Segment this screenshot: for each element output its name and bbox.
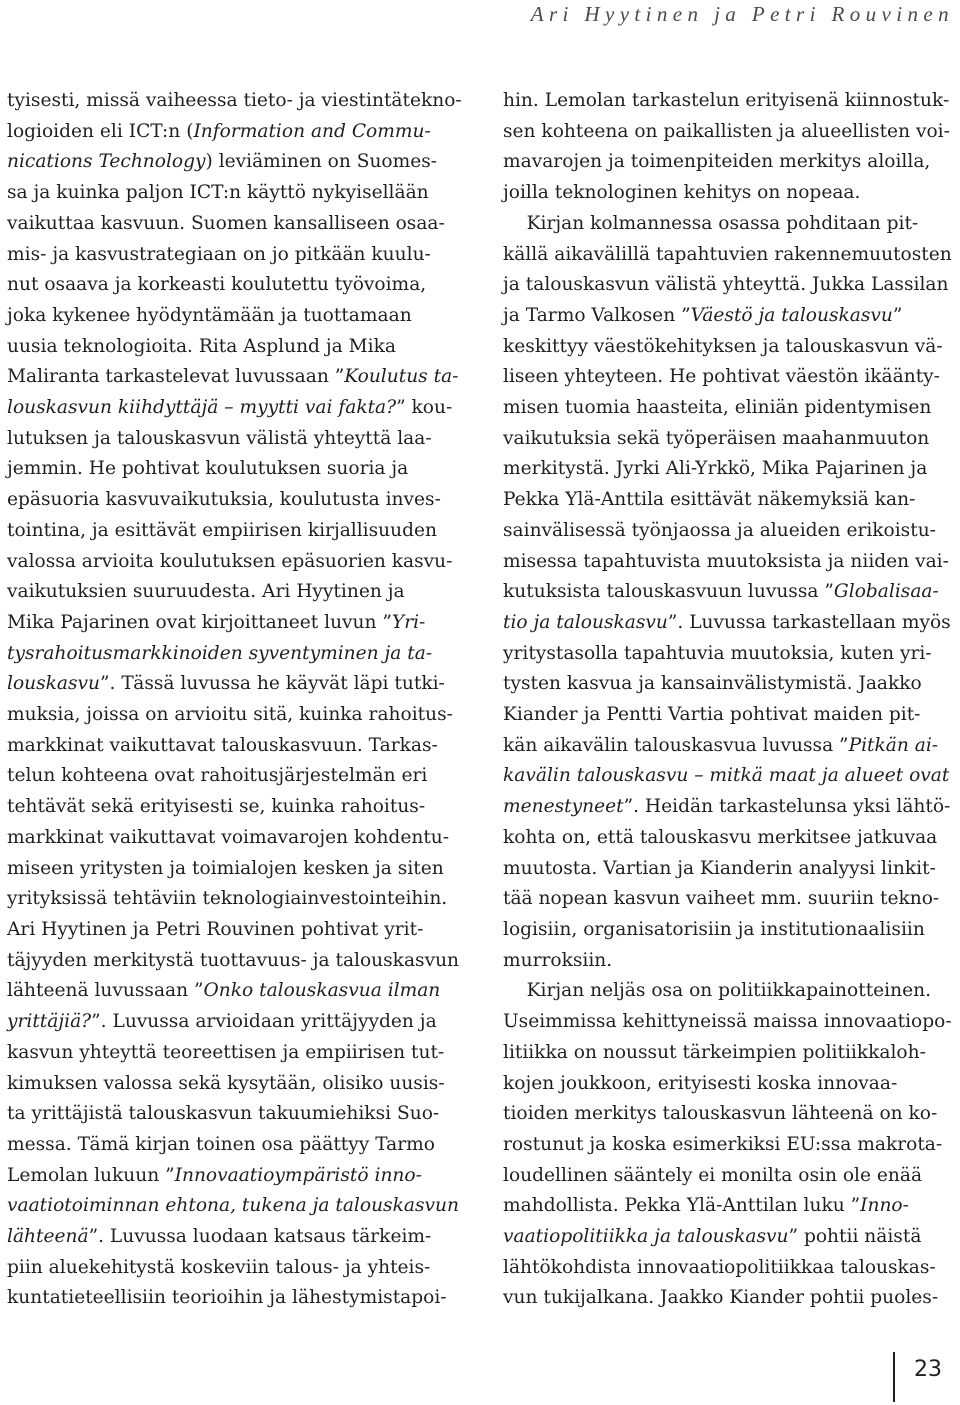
text-italic: Pitkän ai- xyxy=(848,734,939,756)
text-line: sa ja kuinka paljon ICT:n käyttö nykyisellään xyxy=(7,182,429,204)
text-line: Kirjan neljäs osa on politiikkapainotteinen. xyxy=(503,980,931,1002)
text-line: ”. Luvussa luodaan katsaus tärkeim- xyxy=(88,1226,432,1248)
text-line: misen tuomia haasteita, eliniän pidentymisen xyxy=(503,397,932,419)
body-column-left xyxy=(7,86,462,1314)
text-line: tehtävät sekä erityisesti se, kuinka rahoitus- xyxy=(7,796,426,818)
text-line: joka kykenee hyödyntämään ja tuottamaan xyxy=(7,304,412,326)
text-line: messa. Tämä kirjan toinen osa päättyy Tarmo xyxy=(7,1133,435,1155)
text-line: kän aikavälin talouskasvua luvussa ” xyxy=(503,734,849,756)
text-line: ” kou- xyxy=(396,397,453,419)
text-line: Mika Pajarinen ovat kirjoittaneet luvun ” xyxy=(7,611,392,633)
text-line: mahdollista. Pekka Ylä-Anttilan luku ” xyxy=(503,1195,861,1217)
text-italic: Onko talouskasvua ilman xyxy=(203,980,441,1002)
text-line: ” pohtii näistä xyxy=(788,1226,922,1248)
text-line: vaikutuksien suuruudesta. Ari Hyytinen ja xyxy=(7,581,405,603)
text-line: tioiden merkitys talouskasvun lähteenä on ko- xyxy=(503,1103,938,1125)
text-line: täjyyden merkitystä tuottavuus- ja talouskasvun xyxy=(7,949,460,971)
text-line: keskittyy väestökehityksen ja talouskasvun vä- xyxy=(503,335,943,357)
text-italic: Yri- xyxy=(391,611,426,633)
text-line: tointina, ja esittävät empiirisen kirjallisuuden xyxy=(7,519,438,541)
text-line: lähtökohdista innovaatiopolitiikkaa talouskas- xyxy=(503,1256,936,1278)
text-italic: yrittäjiä? xyxy=(7,1011,92,1033)
running-header-authors: Ari Hyytinen ja Petri Rouvinen xyxy=(530,2,954,26)
text-line: jemmin. He pohtivat koulutuksen suoria ja xyxy=(7,458,409,480)
text-italic: lähteenä xyxy=(7,1226,89,1248)
text-line: vaikutuksia sekä työperäisen maahanmuuton xyxy=(503,427,930,449)
text-line: Kirjan kolmannessa osassa pohditaan pit- xyxy=(503,212,919,234)
text-line: ta yrittäjistä talouskasvun takuumiehiksi Suo- xyxy=(7,1103,440,1125)
text-line: hin. Lemolan tarkastelun erityisenä kiinnostuk- xyxy=(503,90,950,111)
text-line: ”. Luvussa arvioidaan yrittäjyyden ja xyxy=(91,1011,437,1033)
text-line: logioiden eli ICT:n ( xyxy=(7,120,194,142)
text-line: kasvun yhteyttä teoreettisen ja empiirisen tut- xyxy=(7,1041,445,1063)
page-number: 23 xyxy=(914,1357,942,1382)
text-italic: Globalisaa- xyxy=(833,581,939,603)
text-line: rostunut ja koska esimerkiksi EU:ssa makrota- xyxy=(503,1133,943,1155)
text-line: merkitystä. Jyrki Ali-Yrkkö, Mika Pajarinen ja xyxy=(503,458,928,480)
text-italic: kavälin talouskasvu – mitkä maat ja alueet ovat xyxy=(503,765,950,787)
text-line: mavarojen ja toimenpiteiden merkitys aloilla, xyxy=(503,151,931,173)
text-line: tysten kasvua ja kansainvälistymistä. Jaakko xyxy=(503,673,922,695)
text-line: yritystasolla tapahtuvia muutoksia, kuten yri- xyxy=(503,642,932,664)
text-line: lähteenä luvussaan ” xyxy=(7,980,204,1002)
text-line: kuntatieteellisiin teorioihin ja lähestymistapoi- xyxy=(7,1287,447,1309)
text-line: vaikuttaa kasvuun. Suomen kansalliseen osaa- xyxy=(7,212,445,234)
text-italic: louskasvu xyxy=(7,673,101,695)
text-line: ja talouskasvun välistä yhteyttä. Jukka Lassilan xyxy=(503,274,949,296)
text-line: uusia teknologioita. Rita Asplund ja Mika xyxy=(7,335,396,357)
text-italic: menestyneet xyxy=(503,796,624,818)
text-line: markkinat vaikuttavat talouskasvuun. Tarkas- xyxy=(7,734,438,756)
text-line: markkinat vaikuttavat voimavarojen kohdentu- xyxy=(7,826,450,848)
text-line: kojen joukkoon, erityisesti koska innovaa- xyxy=(503,1072,898,1094)
text-line: Kiander ja Pentti Vartia pohtivat maiden pit- xyxy=(503,704,921,726)
text-line: ja Tarmo Valkosen ” xyxy=(503,304,691,326)
text-line: telun kohteena ovat rahoitusjärjestelmän eri xyxy=(7,765,428,787)
text-line: litiikka on noussut tärkeimpien politiikkaloh- xyxy=(503,1041,926,1063)
text-line: kohta on, että talouskasvu merkitsee jatkuvaa xyxy=(503,826,938,848)
text-italic: tysrahoitusmarkkinoiden syventyminen ja ta- xyxy=(7,642,433,664)
text-italic: louskasvun kiihdyttäjä – myytti vai fakta? xyxy=(7,397,397,419)
text-italic: Innovaatioympäristö inno- xyxy=(174,1164,422,1186)
text-line: muutosta. Vartian ja Kianderin analyysi linkit- xyxy=(503,857,936,879)
text-line: loudellinen sääntely ei monilta osin ole enää xyxy=(503,1164,923,1186)
text-line: joilla teknologinen kehitys on nopeaa. xyxy=(503,182,861,204)
text-italic: tio ja talouskasvu xyxy=(503,611,668,633)
text-line: nut osaava ja korkeasti koulutettu työvoima, xyxy=(7,274,427,296)
text-line: piin aluekehitystä koskeviin talous- ja yhteis- xyxy=(7,1256,431,1278)
text-line: logisiin, organisatorisiin ja institutionaalisiin xyxy=(503,918,925,940)
text-line: vun tukijalkana. Jaakko Kiander pohtii puoles- xyxy=(503,1287,939,1309)
text-line: tyisesti, missä vaiheessa tieto- ja viestintätekno- xyxy=(7,90,462,111)
text-italic: nications Technology xyxy=(7,151,206,173)
text-line: ”. Heidän tarkastelunsa yksi lähtö- xyxy=(623,796,951,818)
text-line: Ari Hyytinen ja Petri Rouvinen pohtivat yrit- xyxy=(7,918,424,940)
page-number-divider xyxy=(893,1352,895,1402)
text-line: Maliranta tarkastelevat luvussaan ” xyxy=(7,366,345,388)
text-line: misessa tapahtuvista muutoksista ja niiden vai- xyxy=(503,550,949,572)
text-italic: Inno- xyxy=(860,1195,909,1217)
text-line: liseen yhteyteen. He pohtivat väestön ikäänty- xyxy=(503,366,940,388)
text-line: källä aikavälillä tapahtuvien rakennemuutosten xyxy=(503,243,952,265)
text-line: ”. Tässä luvussa he käyvät läpi tutki- xyxy=(100,673,445,695)
text-line: murroksiin. xyxy=(503,949,613,971)
text-italic: vaatiotoiminnan ehtona, tukena ja talouskasvun xyxy=(7,1195,459,1217)
text-line: Useimmissa kehittyneissä maissa innovaatiopo- xyxy=(503,1011,952,1033)
text-line: kutuksista talouskasvuun luvussa ” xyxy=(503,581,834,603)
text-line: sainvälisessä työnjaossa ja alueiden erikoistu- xyxy=(503,519,936,541)
text-line: Pekka Ylä-Anttila esittävät näkemyksiä kan- xyxy=(503,489,916,511)
text-line: epäsuoria kasvuvaikutuksia, koulutusta inves- xyxy=(7,489,441,511)
text-line: lutuksen ja talouskasvun välistä yhteyttä laa- xyxy=(7,427,432,449)
text-italic: Väestö ja talouskasvu xyxy=(690,304,893,326)
text-line: valossa arvioita koulutuksen epäsuorien kasvu- xyxy=(7,550,453,572)
text-line: mis- ja kasvustrategiaan on jo pitkään kuulu- xyxy=(7,243,431,265)
text-line: ” xyxy=(892,304,903,326)
text-italic: Information and Commu- xyxy=(193,120,431,142)
text-line: tää nopean kasvun vaiheet mm. suuriin tekno- xyxy=(503,888,940,910)
text-line: Lemolan lukuun ” xyxy=(7,1164,175,1186)
text-line: ”. Luvussa tarkastellaan myös xyxy=(667,611,951,633)
text-italic: vaatiopolitiikka ja talouskasvu xyxy=(503,1226,789,1248)
text-line: muksia, joissa on arvioitu sitä, kuinka rahoitus- xyxy=(7,704,453,726)
text-line: yrityksissä tehtäviin teknologiainvestointeihin. xyxy=(7,888,448,910)
text-line: ) leviäminen on Suomes- xyxy=(205,151,438,173)
body-column-right xyxy=(503,86,952,1314)
text-line: sen kohteena on paikallisten ja alueellisten voi- xyxy=(503,120,950,142)
text-line: miseen yritysten ja toimialojen kesken ja siten xyxy=(7,857,444,879)
text-line: kimuksen valossa sekä kysytään, olisiko uusis- xyxy=(7,1072,445,1094)
text-italic: Koulutus ta- xyxy=(344,366,459,388)
